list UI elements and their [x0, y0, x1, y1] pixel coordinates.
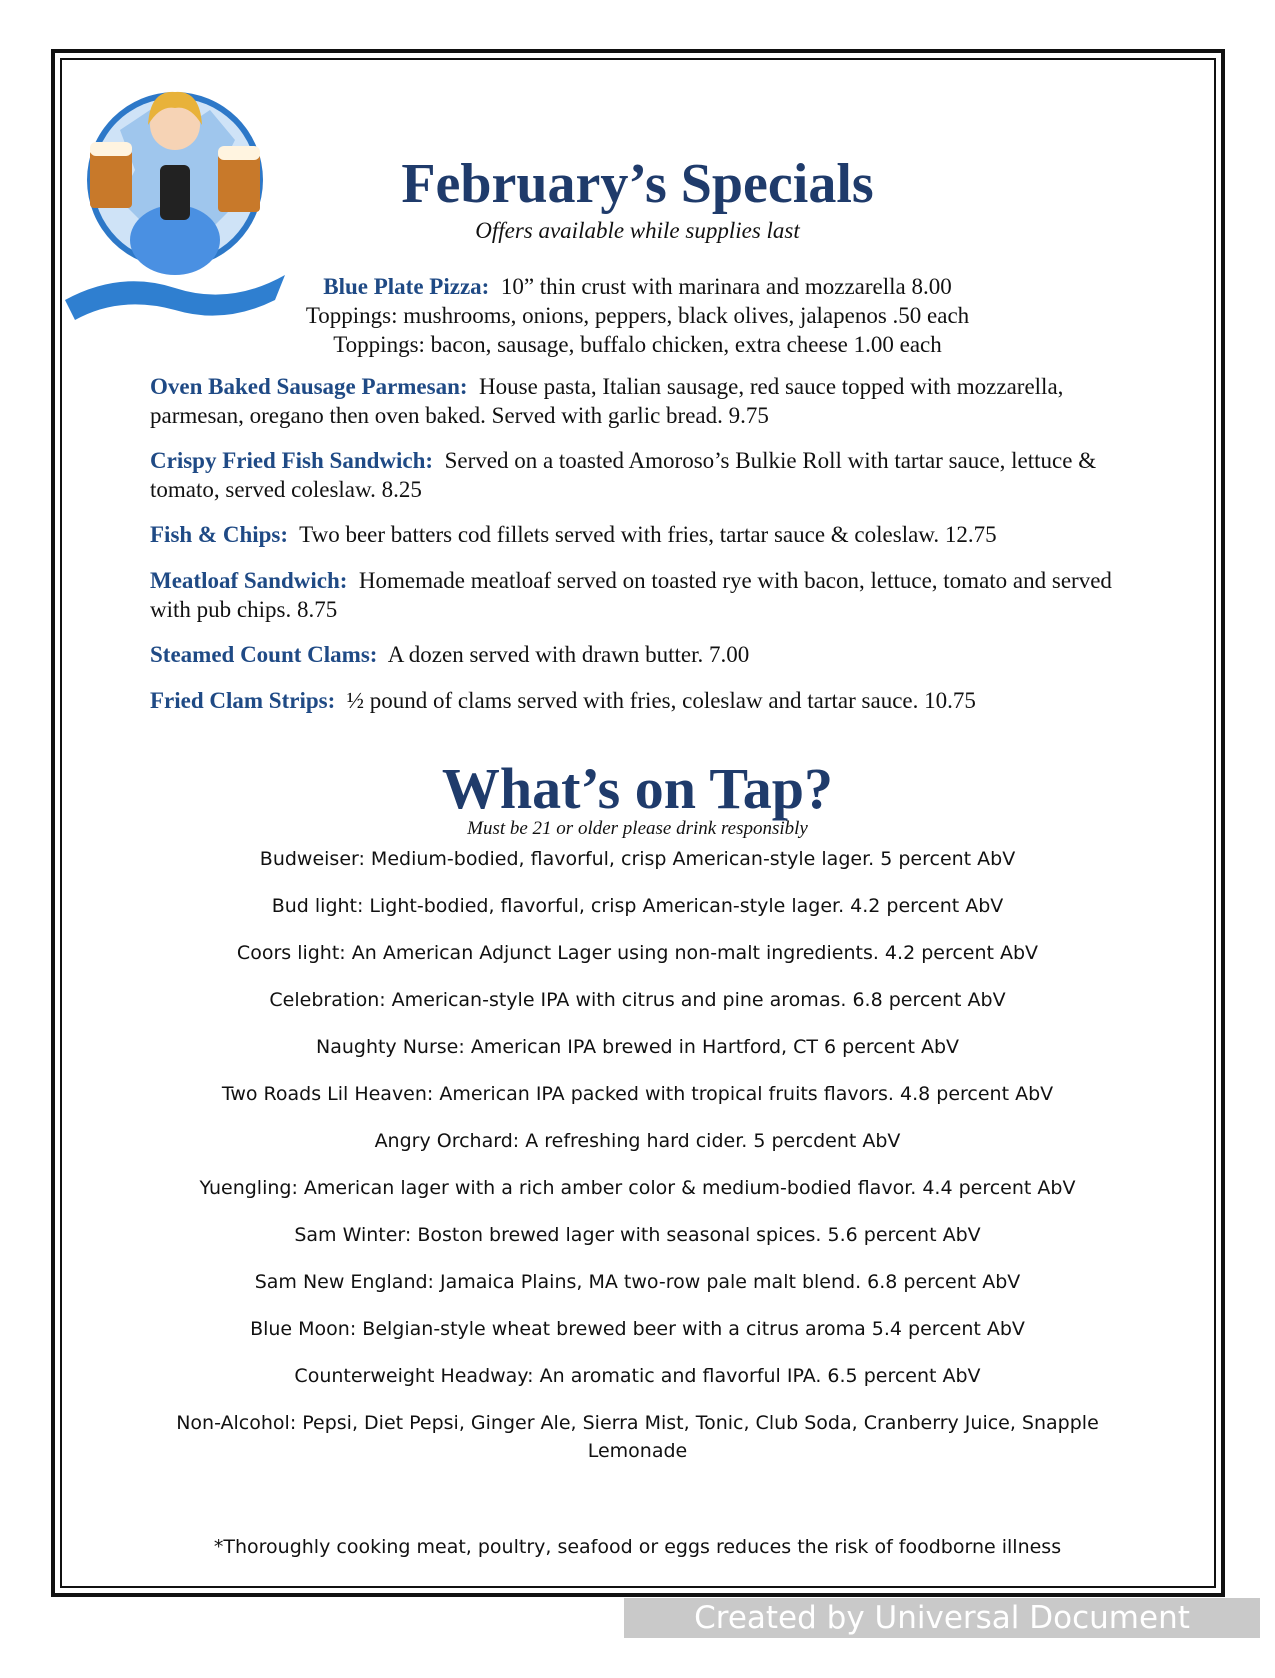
special-item	[150, 640, 1140, 669]
tap-item: Counterweight Headway: An aromatic and flavorful IPA. 6.5 percent AbV	[294, 1365, 981, 1387]
tap-item: Sam New England: Jamaica Plains, MA two-row pale malt blend. 6.8 percent AbV	[254, 1271, 1021, 1293]
tap-item: Yuengling: American lager with a rich amber color & medium-bodied flavor. 4.4 percent AbV	[199, 1177, 1076, 1199]
special-item	[150, 520, 1140, 549]
page-subtitle: Offers available while supplies last	[475, 218, 800, 243]
food-safety-footnote: *Thoroughly cooking meat, poultry, seafood or eggs reduces the risk of foodborne illness	[213, 1536, 1062, 1558]
special-desc: House pasta, Italian sausage, red sauce topped with mozzarella, parmesan, oregano then oven baked. Served with garlic bread. 9.75	[150, 374, 1064, 428]
special-name: Steamed Count Clams:	[150, 642, 378, 667]
tap-item: Naughty Nurse: American IPA brewed in Hartford, CT 6 percent AbV	[315, 1036, 960, 1058]
special-desc: Two beer batters cod fillets served with fries, tartar sauce & coleslaw. 12.75	[299, 522, 997, 547]
special-desc: ½ pound of clams served with fries, coleslaw and tartar sauce. 10.75	[346, 688, 976, 713]
special-name: Fish & Chips:	[150, 522, 289, 547]
special-name: Oven Baked Sausage Parmesan:	[150, 374, 468, 399]
tap-item: Celebration: American-style IPA with citrus and pine aromas. 6.8 percent AbV	[269, 989, 1006, 1011]
tap-item-non-alcohol: Non-Alcohol: Pepsi, Diet Pepsi, Ginger Ale, Sierra Mist, Tonic, Club Soda, Cranberry Juice, Snapple Lemonade	[176, 1412, 1099, 1462]
special-name: Fried Clam Strips:	[150, 688, 336, 713]
special-item	[150, 566, 1140, 624]
special-item	[150, 446, 1140, 504]
tap-item: Budweiser: Medium-bodied, flavorful, crisp American-style lager. 5 percent AbV	[259, 848, 1016, 870]
special-item	[150, 686, 1140, 715]
pizza-toppings-2: Toppings: bacon, sausage, buffalo chicken, extra cheese 1.00 each	[333, 332, 942, 357]
converter-watermark: Created by Universal Document Converter	[624, 1598, 1260, 1638]
special-name: Crispy Fried Fish Sandwich:	[150, 448, 434, 473]
tap-item: Coors light: An American Adjunct Lager using non-malt ingredients. 4.2 percent AbV	[236, 942, 1039, 964]
tap-item: Blue Moon: Belgian-style wheat brewed beer with a citrus aroma 5.4 percent AbV	[250, 1318, 1025, 1340]
tap-item: Two Roads Lil Heaven: American IPA packed with tropical fruits flavors. 4.8 percent AbV	[221, 1083, 1054, 1105]
pizza-special	[250, 272, 1025, 359]
tap-item: Angry Orchard: A refreshing hard cider. 5 percdent AbV	[374, 1130, 901, 1152]
tap-subtitle: Must be 21 or older please drink responsibly	[467, 818, 808, 839]
tap-item: Bud light: Light-bodied, flavorful, crisp American-style lager. 4.2 percent AbV	[271, 895, 1004, 917]
tap-title: What’s on Tap?	[441, 756, 834, 821]
page-title: February’s Specials	[401, 153, 874, 215]
tap-item: Sam Winter: Boston brewed lager with seasonal spices. 5.6 percent AbV	[294, 1224, 981, 1246]
pizza-desc: 10” thin crust with marinara and mozzarella 8.00	[500, 274, 952, 299]
special-desc: Homemade meatloaf served on toasted rye with bacon, lettuce, tomato and served with pub chips. 8.75	[150, 568, 1112, 622]
special-item	[150, 372, 1140, 430]
pizza-toppings-1: Toppings: mushrooms, onions, peppers, black olives, jalapenos .50 each	[305, 303, 970, 328]
pizza-name: Blue Plate Pizza:	[323, 274, 490, 299]
special-desc: Served on a toasted Amoroso’s Bulkie Roll with tartar sauce, lettuce & tomato, served coleslaw. 8.25	[150, 448, 1097, 502]
special-desc: A dozen served with drawn butter. 7.00	[387, 642, 750, 667]
special-name: Meatloaf Sandwich:	[150, 568, 348, 593]
